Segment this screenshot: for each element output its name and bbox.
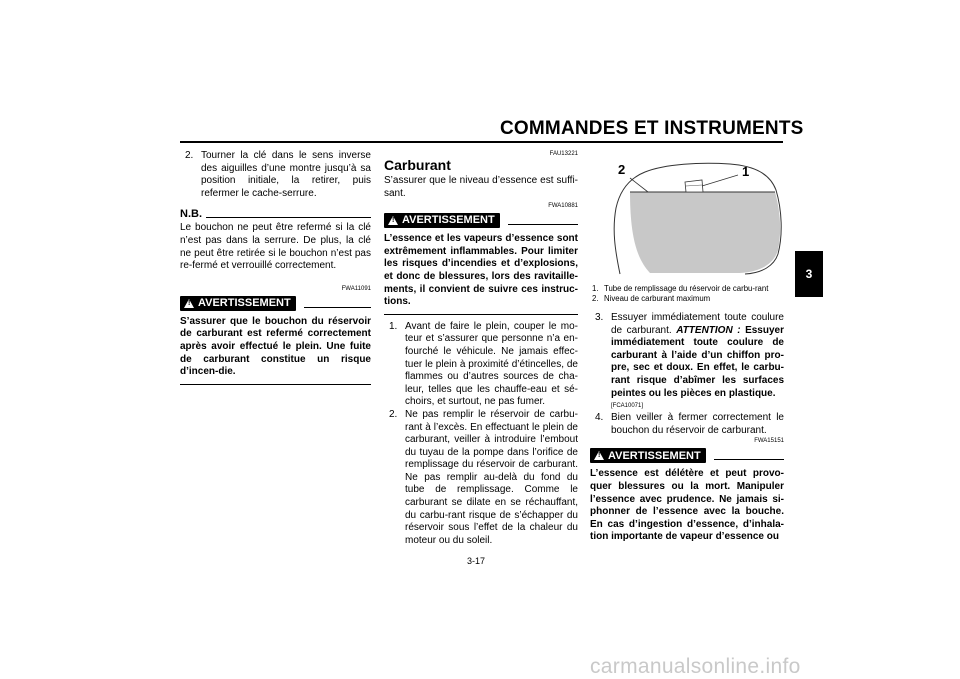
step-item <box>590 412 784 437</box>
step-item <box>384 409 578 548</box>
warning-rule <box>714 459 784 460</box>
chapter-tab[interactable]: 3 <box>795 251 823 297</box>
warning-text: S’assurer que le bouchon du réservoir de carburant est refermé correctement après avoir effectué le plein. Une fuite de carburant constitue un risque d’incen-die. <box>180 315 371 378</box>
nb-label: N.B. <box>180 208 202 221</box>
section-code: FAU13221 <box>549 151 578 157</box>
step-text: Bien veiller à fermer correctement le bouchon du réservoir de carburant. <box>611 412 784 436</box>
step-text: Avant de faire le plein, couper le mo-teur et s’assurer que personne n’a en-fourché le véhicule. Ne jamais effec-tuer le plein à proximité d’étincelles, de flammes ou d’autres sources de cha-leur, telles que les chauffe-eau et sé-choirs, et surtout, ne pas fumer. <box>405 320 578 408</box>
column-right <box>590 150 784 544</box>
warning-badge <box>180 296 296 311</box>
warning-triangle-icon: ! <box>388 216 398 225</box>
warning-code: FWA11091 <box>341 285 371 292</box>
caption-text: Tube de remplissage du réservoir de carbu-rant <box>604 284 769 293</box>
warning-heading <box>180 296 371 311</box>
warning-badge <box>384 213 500 228</box>
step-text: Essuyer immédiatement toute coulure de carburant. <box>611 312 784 336</box>
attention-text: Essuyer immédiatement toute coulure de carburant à l’aide d’un chiffon pro-pre, sec et doux. En effet, le carbu-rant risque d’abîmer les surfaces peintes ou les pièces en plastique. <box>611 324 784 399</box>
step-item <box>180 150 371 200</box>
leader-line-2 <box>630 178 648 192</box>
attention-label: ATTENTION : <box>676 324 741 336</box>
nb-heading <box>180 208 371 220</box>
figure-callout-2: 2 <box>618 162 626 177</box>
watermark: carmanualsonline.info <box>590 655 801 678</box>
step-number: 1. <box>389 320 398 332</box>
warning-end-rule <box>384 309 578 315</box>
figure-captions <box>590 284 784 304</box>
step-text: Tourner la clé dans le sens inverse des aiguilles d’une montre jusqu’à sa position initiale, la retirer, puis refermer le cache-serrure. <box>201 150 371 199</box>
leader-line-1 <box>702 175 738 186</box>
warning-label: AVERTISSEMENT <box>402 214 495 227</box>
step-number: 2. <box>185 150 194 161</box>
step-text: Ne pas remplir le réservoir de carbu-rant à l’excès. En effectuant le plein de carburant, veiller à introduire l’embout du tuyau de la pompe dans l’orifice de remplissage du réservoir de carburant. Ne pas remplir au-delà du fond du tube de remplissage. Comme le carburant se dilate en se réchauffant, du carbu-rant risque de s’échapper du réservoir sous l’effet de la chaleur du moteur ou du soleil. <box>405 408 578 546</box>
fuel-fill-region <box>630 192 780 273</box>
warning-end-rule <box>180 379 371 385</box>
section-title: Carburant <box>384 157 451 173</box>
warning-badge <box>590 448 706 463</box>
warning-heading <box>590 448 784 463</box>
step-number: 3. <box>595 312 604 323</box>
step-item <box>590 312 784 400</box>
caption-item <box>590 284 784 294</box>
caption-text: Niveau de carburant maximum <box>604 294 711 303</box>
warning-triangle-icon: ! <box>594 451 604 460</box>
column-middle <box>384 150 578 547</box>
caption-number: 2. <box>592 294 599 303</box>
caution-code: [FCA10071] <box>611 403 644 410</box>
warning-rule <box>508 224 578 225</box>
step-number: 4. <box>595 412 604 424</box>
page-number: 3-17 <box>467 556 486 566</box>
warning-code: FWA10881 <box>548 203 578 210</box>
warning-heading <box>384 213 578 228</box>
nb-text: Le bouchon ne peut être refermé si la clé n’est pas dans la serrure. De plus, la clé ne peut être retirée si le bouchon n’est pas re-fermé et verrouillé correctement. <box>180 222 371 272</box>
page-title: COMMANDES ET INSTRUMENTS <box>500 118 804 139</box>
fuel-tank-figure <box>590 150 784 276</box>
warning-label: AVERTISSEMENT <box>198 296 291 309</box>
warning-triangle-icon: ! <box>184 299 194 308</box>
step-item <box>384 321 578 409</box>
warning-text: L’essence et les vapeurs d’essence sont extrêmement inflammables. Pour limiter les risques d’incendies et d’explosions, et donc de blessures, lors des ravitaille-ments, il convient de suivre ces instruc-tions. <box>384 233 578 308</box>
section-intro: S’assurer que le niveau d’essence est suffi-sant. <box>384 175 578 199</box>
header-divider <box>180 141 783 143</box>
caption-number: 1. <box>592 284 599 293</box>
step-number: 2. <box>389 408 398 420</box>
warning-code: FWA15151 <box>754 438 784 445</box>
warning-rule <box>304 307 371 308</box>
column-left <box>180 150 371 385</box>
caption-item <box>590 294 784 304</box>
warning-text: L’essence est délétère et peut provo-quer blessures ou la mort. Manipuler l’essence avec prudence. Ne jamais si-phonner de l’essence avec la bouche. En cas d’ingestion d’essence, d’inhala-tion importante de vapeur d’essence ou <box>590 468 784 543</box>
warning-label: AVERTISSEMENT <box>608 449 701 462</box>
nb-rule <box>206 217 371 218</box>
figure-callout-1: 1 <box>742 164 750 179</box>
